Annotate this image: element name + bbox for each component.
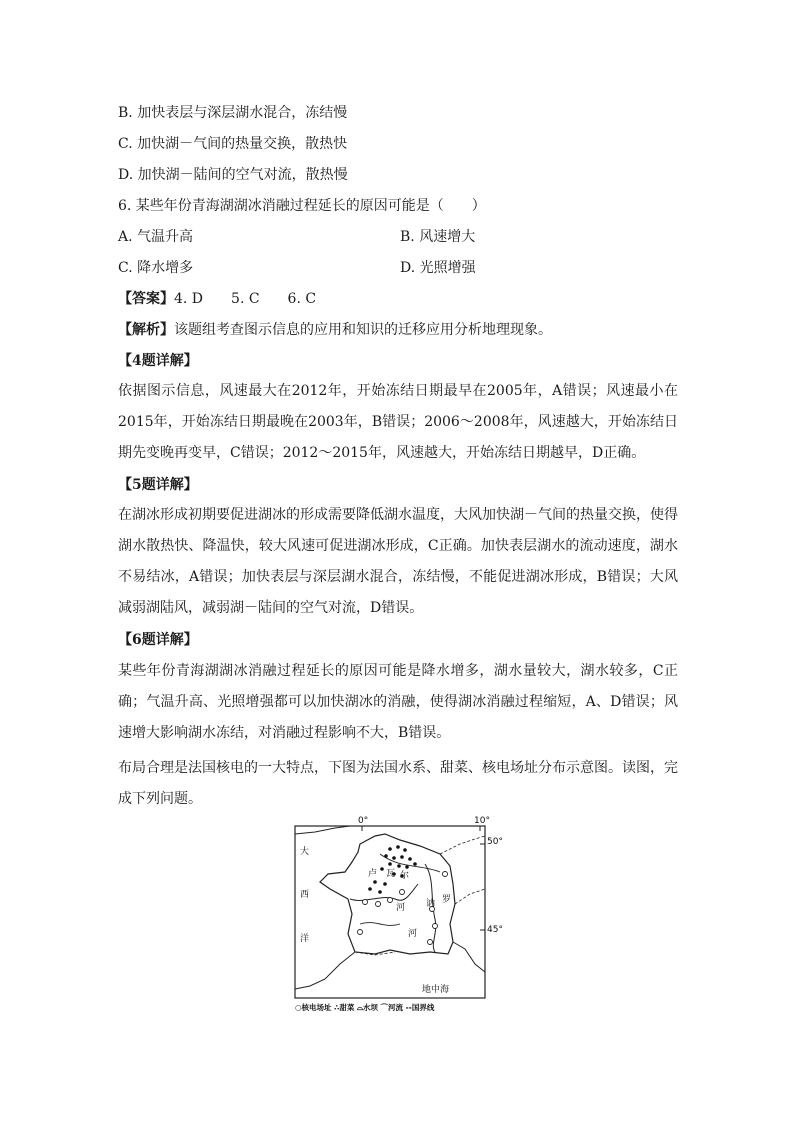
q5-option-b: B. 加快表层与深层湖水混合，冻结慢	[118, 105, 348, 121]
detail6-body: 某些年份青海湖湖冰消融过程延长的原因可能是降水增多，湖水量较大，湖水较多，C正确；气温升高、光照增强都可以加快湖冰的消融，使得湖冰消融过程缩短，A、D错误；风速增大影响湖水冻结，对消融过程影响不大，B错误。	[118, 663, 678, 741]
ocean-label-1: 大	[300, 847, 310, 857]
detail5-body: 在湖冰形成初期要促进湖冰的形成需要降低湖水温度，大风加快湖－气间的热量交换，使得湖水散热快、降温快，较大风速可促进湖冰形成，C正确。加快表层湖水的流动速度，湖水不易结冰，A错误；加快表层与深层湖水混合，冻结慢，不能促进湖冰形成，B错误；大风减弱湖陆风，减弱湖－陆间的空气对流，D错误。	[118, 507, 678, 616]
q6-option-c: C. 降水增多	[118, 260, 194, 276]
sea-label: 地中海	[422, 985, 450, 995]
river-char-3: 尔	[400, 871, 410, 881]
q5-option-c: C. 加快湖－气间的热量交换，散热快	[118, 136, 348, 152]
river-char-1: 卢	[368, 869, 378, 879]
q6-option-d: D. 光照增强	[400, 260, 476, 276]
q6-option-b: B. 风速增大	[400, 229, 476, 245]
ocean-label-3: 洋	[300, 934, 310, 944]
q5-option-d: D. 加快湖－陆间的空气对流，散热慢	[118, 167, 348, 183]
lon-0-label: 0°	[358, 816, 369, 826]
river-char-6: 讷	[426, 899, 436, 909]
river-char-7: 河	[408, 929, 418, 939]
river-char-4: 河	[396, 903, 406, 913]
detail4-body: 依据图示信息，风速最大在2012年，开始冻结日期最早在2005年，A错误；风速最小在2015年，开始冻结日期最晚在2003年，B错误；2006～2008年，风速越大，开始冻结日期先变晚再变早，C错误；2012～2015年，风速越大，开始冻结日期越早，D正确。	[118, 383, 678, 461]
lon-10-label: 10°	[474, 816, 490, 826]
detail5-heading: 【5题详解】	[118, 477, 198, 493]
analysis-line	[118, 320, 552, 340]
answer-line	[118, 289, 316, 309]
q6-stem: 6. 某些年份青海湖湖冰消融过程延长的原因可能是（ ）	[118, 198, 486, 214]
lat-45-label: 45°	[487, 925, 502, 935]
france-map-figure	[290, 814, 502, 1014]
answer-text: 4. D 5. C 6. C	[174, 291, 317, 307]
map-legend: ○核电场址 ∴甜菜 ⌓水坝 ⌒河流 ‐‐国界线	[295, 1003, 435, 1012]
q6-option-a: A. 气温升高	[118, 229, 194, 245]
ocean-label-2: 西	[300, 890, 310, 900]
intro-text: 布局合理是法国核电的一大特点，下图为法国水系、甜菜、核电场址分布示意图。读图，完成下列问题。	[118, 760, 678, 807]
analysis-label: 【解析】	[118, 322, 174, 338]
river-char-2: 瓦	[386, 869, 396, 879]
france-map	[290, 814, 502, 1014]
detail4-heading: 【4题详解】	[118, 353, 198, 369]
answer-label: 【答案】	[118, 291, 174, 307]
detail6-heading: 【6题详解】	[118, 632, 198, 648]
analysis-text: 该题组考查图示信息的应用和知识的迁移应用分析地理现象。	[174, 322, 552, 338]
lat-50-label: 50°	[487, 837, 502, 847]
river-char-5: 罗	[442, 895, 452, 905]
